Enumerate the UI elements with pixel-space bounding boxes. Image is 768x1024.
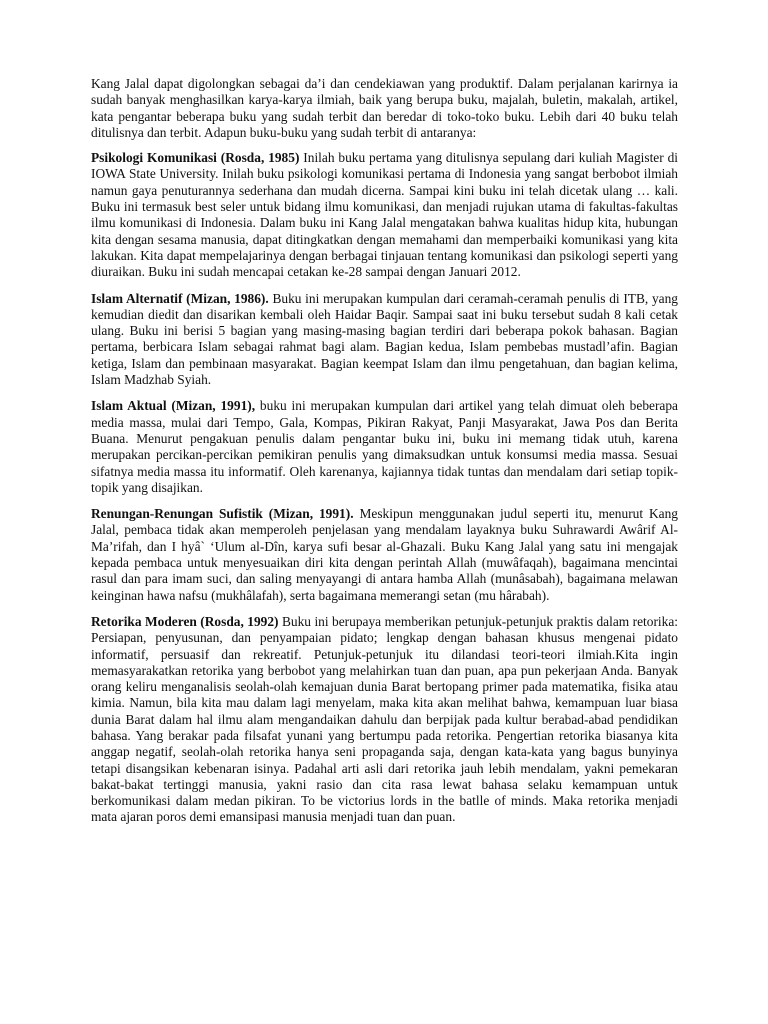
book-entry-islam-alternatif: [91, 291, 678, 389]
book-description: Inilah buku pertama yang ditulisnya sepulang dari kuliah Magister di IOWA State University. Inilah buku psikologi komunikasi pertama di Indonesia yang sangat berbobot ilmiah namun gaya penuturannya sederhana dan mudah dicerna. Sampai kini buku ini telah dicetak ulang … kali. Buku ini termasuk best seler untuk bidang ilmu komunikasi, dan menjadi rujukan utama di fakultas-fakultas ilmu komunikasi di Indonesia. Dalam buku ini Kang Jalal mengatakan bahwa kualitas hidup kita, hubungan kita dengan sesama manusia, dapat ditingkatkan dengan memahami dan memperbaiki komunikasi yang kita lakukan. Kita dapat mempelajarinya dengan berbagai tinjauan tentang komunikasi dan psikologi seperti yang diuraikan. Buku ini sudah mencapai cetakan ke-28 sampai dengan Januari 2012.: [91, 150, 678, 280]
book-description: Buku ini berupaya memberikan petunjuk-petunjuk praktis dalam retorika: Persiapan, penyusunan, dan penyampaian pidato; lengkap dengan bahasan khusus mengenai pidato informatif, persuasif dan rekreatif. Petunjuk-petunjuk itu dilandasi teori-teori ilmiah.Kita ingin memasyarakatkan retorika yang berbobot yang melahirkan tuan dan puan, apa pun pekerjaan Anda. Banyak orang keliru menganalisis seolah-olah kemajuan dunia Barat bertopang primer pada matematika, fisika atau kimia. Namun, bila kita mau dalam lagi menyelam, maka kita akan melihat bahwa, kemampuan luar biasa dunia Barat dalam hal ilmu alam mengandaikan dahulu dan berpijak pada kultur berabad-abad pendidikan bahasa. Yang berakar pada filsafat yunani yang bertumpu pada retorika. Pengertian retorika biasanya kita anggap negatif, seolah-olah retorika hanya seni propaganda saja, dengan kata-kata yang bagus bunyinya tetapi disangsikan kebenaran isinya. Padahal arti asli dari retorika jauh lebih mendalam, yakni pemekaran bakat-bakat tertinggi manusia, yakni rasio dan cita rasa lewat bahasa selaku kemampuan untuk berkomunikasi dalam medan pikiran. To be victorius lords in the batlle of minds. Maka retorika menjadi mata ajaran poros demi emansipasi manusia menjadi tuan dan puan.: [91, 613, 679, 825]
book-description: Meskipun menggunakan judul seperti itu, menurut Kang Jalal, pembaca tidak akan memperoleh penjelasan yang mendalam layaknya buku Suhrawardi Awârif Al-Ma’rifah, dan I hyâ` ‘Ulum al-Dîn, karya sufi besar al-Ghazali. Buku Kang Jalal yang satu ini mengajak kepada pembaca untuk menyesuaikan diri kita dengan perintah Allah (muwâfaqah), bagaimana mencintai rasul dan para imam suci, dan saling menyayangi di antara hamba Allah (munâsabah), bagaimana melawan keinginan hawa nafsu (mukhâlafah), serta bagaimana memerangi setan (mu hârabah).: [91, 506, 678, 603]
book-description: Buku ini merupakan kumpulan dari ceramah-ceramah penulis di ITB, yang kemudian diedit dan disarikan kembali oleh Haidar Baqir. Sampai saat ini buku tersebut sudah 8 kali cetak ulang. Buku ini berisi 5 bagian yang masing-masing bagian terdiri dari beberapa pokok bahasan. Bagian pertama, berbicara Islam sebagai rahmat bagi alam. Bagian kedua, Islam pembebas mustadl’afin. Bagian ketiga, Islam dan pembinaan masyarakat. Bagian keempat Islam dan ilmu pengetahuan, dan bagian kelima, Islam Madzhab Syiah.: [91, 290, 678, 388]
book-title: Islam Alternatif (Mizan, 1986).: [91, 290, 269, 306]
book-title: Retorika Moderen (Rosda, 1992): [91, 613, 279, 629]
book-entry-psikologi-komunikasi: [91, 150, 678, 280]
intro-paragraph: Kang Jalal dapat digolongkan sebagai da’i dan cendekiawan yang produktif. Dalam perjalanan karirnya ia sudah banyak menghasilkan karya-karya ilmiah, baik yang berupa buku, majalah, buletin, makalah, artikel, kata pengantar beberapa buku yang sudah terbit dan beredar di toko-toko buku. Lebih dari 40 buku telah ditulisnya dan terbit. Adapun buku-buku yang sudah terbit di antaranya:: [91, 76, 678, 140]
book-title: Islam Aktual (Mizan, 1991),: [91, 398, 256, 414]
document-page: [91, 76, 678, 836]
book-entry-retorika-moderen: [91, 614, 678, 826]
book-title: Psikologi Komunikasi (Rosda, 1985): [91, 150, 300, 166]
book-title: Renungan-Renungan Sufistik (Mizan, 1991).: [91, 506, 354, 522]
book-entry-islam-aktual: [91, 398, 678, 496]
book-description: buku ini merupakan kumpulan dari artikel yang telah dimuat oleh beberapa media massa, mulai dari Tempo, Gala, Kompas, Pikiran Rakyat, Panji Masyarakat, Jawa Pos dan Berita Buana. Menurut pengakuan penulis dalam pengantar buku ini, buku ini memang tidak utuh, karena merupakan percikan-percikan pemikiran penulis yang dimaksudkan untuk konsumsi media massa. Sesuai sifatnya media massa itu informatif. Oleh karenanya, kajiannya tidak tuntas dan mendalam dari setiap topik-topik yang disajikan.: [91, 398, 678, 495]
book-entry-renungan-sufistik: [91, 506, 678, 604]
